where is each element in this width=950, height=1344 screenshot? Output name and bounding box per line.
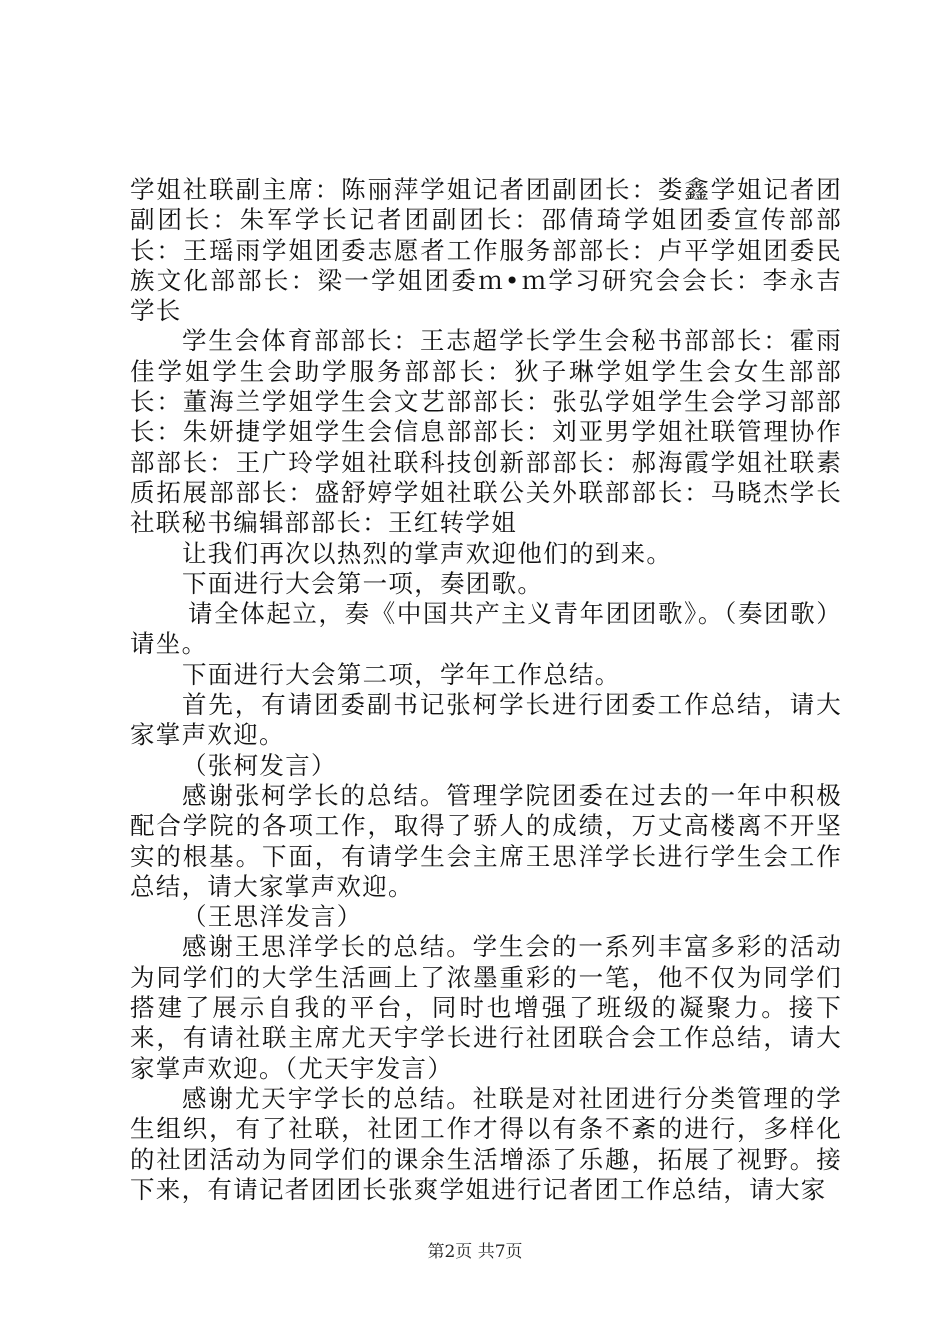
document-body xyxy=(130,175,842,1205)
paragraph-anthem: 请全体起立，奏《中国共产主义青年团团歌》。（奏团歌）请坐。 xyxy=(130,599,842,659)
paragraph-zhangke-speech: （张柯发言） xyxy=(182,750,337,780)
paragraph-wangsiyang-speech: （王思洋发言） xyxy=(182,902,363,932)
paragraph-item-one: 下面进行大会第一项，奏团歌。 xyxy=(182,568,544,598)
paragraph-thanks-youtianyu: 感谢尤天宇学长的总结。社联是对社团进行分类管理的学生组织，有了社联，社团工作才得以有条不紊的进行，多样化的社团活动为同学们的课余生活增添了乐趣，拓展了视野。接下来，有请记者团团长张爽学姐进行记者团工作总结，请大家 xyxy=(130,1083,842,1204)
paragraph-thanks-zhangke: 感谢张柯学长的总结。管理学院团委在过去的一年中积极配合学院的各项工作，取得了骄人的成绩，万丈高楼离不开坚实的根基。下面，有请学生会主席王思洋学长进行学生会工作总结，请大家掌声欢迎。 xyxy=(130,780,842,901)
paragraph-league-summary-intro: 首先，有请团委副书记张柯学长进行团委工作总结，请大家掌声欢迎。 xyxy=(130,690,842,750)
paragraph-welcome-applause: 让我们再次以热烈的掌声欢迎他们的到来。 xyxy=(182,538,673,568)
paragraph-officers-continued: 学姐社联副主席：陈丽萍学姐记者团副团长：娄鑫学姐记者团副团长：朱军学长记者团副团长：邵倩琦学姐团委宣传部部长：王瑶雨学姐团委志愿者工作服务部部长：卢平学姐团委民族文化部部长：梁一学姐团委ｍ•ｍ学习研究会会长：李永吉学长 xyxy=(130,175,842,326)
paragraph-item-two: 下面进行大会第二项，学年工作总结。 xyxy=(182,659,621,689)
paragraph-thanks-wangsiyang: 感谢王思洋学长的总结。学生会的一系列丰富多彩的活动为同学们的大学生活画上了浓墨重彩的一笔，他不仅为同学们搭建了展示自我的平台，同时也增强了班级的凝聚力。接下来，有请社联主席尤天宇学长进行社团联合会工作总结，请大家掌声欢迎。（尤天宇发言） xyxy=(130,932,842,1083)
paragraph-student-union-officers: 学生会体育部部长：王志超学长学生会秘书部部长：霍雨佳学姐学生会助学服务部部长：狄子琳学姐学生会女生部部长：董海兰学姐学生会文艺部部长：张弘学姐学生会学习部部长：朱妍捷学姐学生会信息部部长：刘亚男学姐社联管理协作部部长：王广玲学姐社联科技创新部部长：郝海霞学姐社联素质拓展部部长：盛舒婷学姐社联公关外联部部长：马晓杰学长社联秘书编辑部部长：王红转学姐 xyxy=(130,326,842,538)
page-footer: 第2页 共7页 xyxy=(427,1242,523,1262)
